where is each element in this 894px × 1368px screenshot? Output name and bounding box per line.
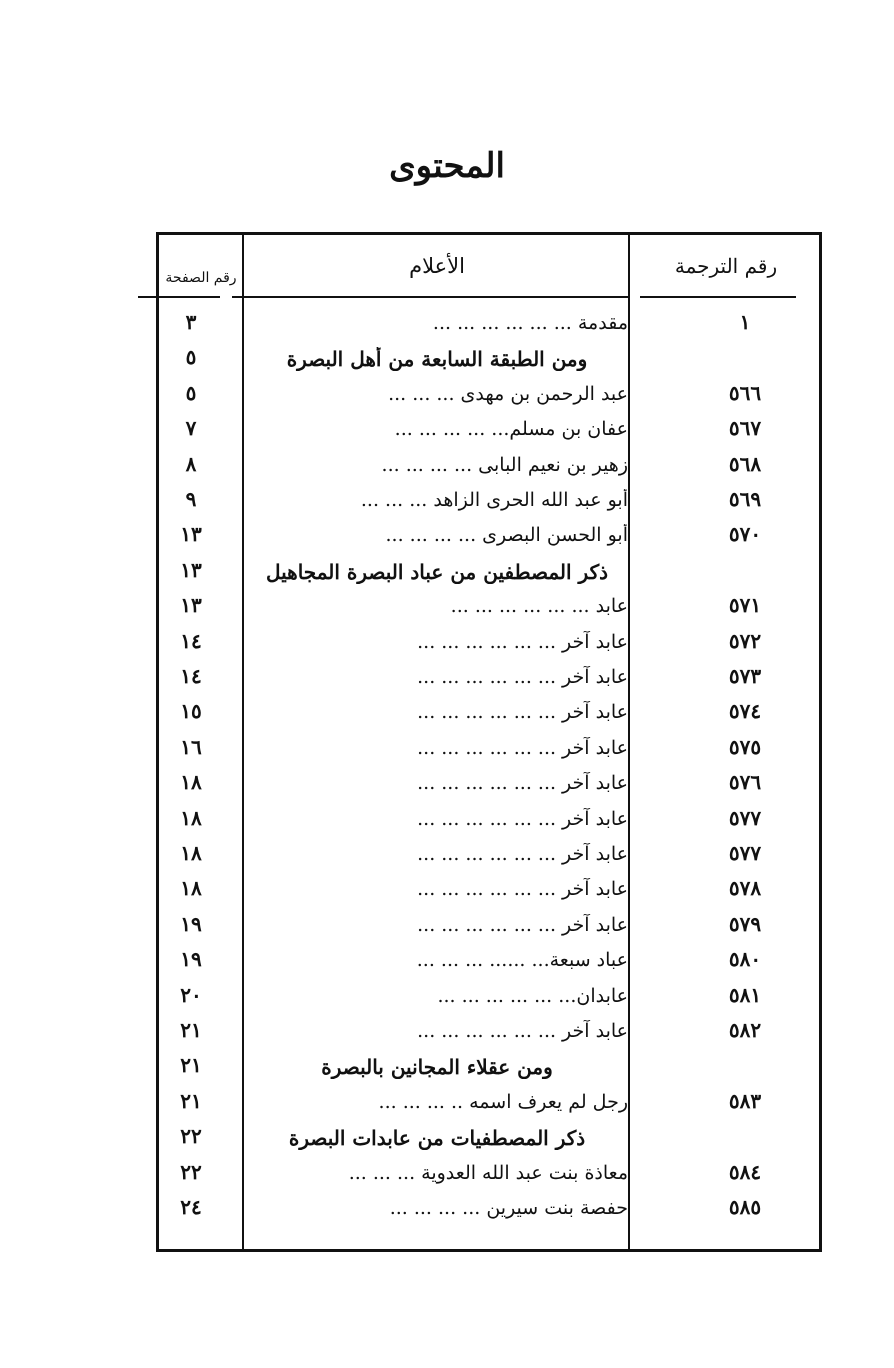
header-underline [138,296,220,298]
page-number: ١٦ [180,734,202,759]
page-number: ٢٢ [180,1124,202,1149]
entry-name: عابد آخر ... ... ... ... ... ... [417,1020,628,1042]
page-number: ٧ [185,416,197,441]
toc-entry-row [156,662,822,697]
header-page-number: رقم الصفحة [165,270,237,286]
entry-number: ٥٧٩ [728,911,762,936]
entry-name: رجل لم يعرف اسمه .. ... ... ... [378,1090,628,1113]
section-heading-row [156,1051,822,1086]
section-title: ذكر المصطفين من عباد البصرة المجاهيل [265,559,608,584]
entry-name: معاذة بنت عبد الله العدوية ... ... ... [348,1161,628,1184]
toc-entry-row [156,627,822,662]
toc-entry-row [156,733,822,768]
page-number: ٩ [185,487,197,511]
entry-number: ٥٧٧ [728,841,762,865]
toc-entry-row [156,485,822,520]
toc-entry-row [156,450,822,485]
entry-number: ٥٨٥ [728,1195,762,1219]
page-number: ١٨ [180,805,202,830]
entry-name: مقدمة ... ... ... ... ... ... [432,312,628,334]
entry-name: عابد آخر ... ... ... ... ... ... [417,666,628,688]
entry-number: ٥٨١ [728,982,762,1007]
section-heading-row [156,1122,822,1157]
toc-entry-row [156,520,822,555]
entry-number: ٥٦٨ [728,451,762,476]
entry-name: عابد ... ... ... ... ... ... [450,595,628,618]
toc-entry-row [156,379,822,414]
entry-number: ٥٧٨ [728,876,762,901]
page-number: ١٨ [180,876,202,901]
page-number: ٢١ [180,1018,202,1042]
entry-number: ٥٧٣ [728,664,762,688]
section-heading-row [156,556,822,591]
toc-entry-row [156,874,822,909]
toc-entry-row [156,697,822,732]
entry-name: عابد آخر ... ... ... ... ... ... [417,878,628,901]
page-number: ٢١ [180,1088,202,1113]
page-number: ١٩ [180,947,202,972]
entry-name: زهير بن نعيم البابى ... ... ... ... [381,453,628,476]
entry-number: ٥٨٢ [728,1018,762,1042]
page-number: ٥ [185,345,197,370]
toc-entry-row [156,981,822,1016]
entry-number: ٥٧٧ [728,805,762,830]
entry-name: عفان بن مسلم... ... ... ... ... [394,418,628,441]
page-number: ٢٠ [180,982,202,1007]
entry-number: ٥٦٦ [728,380,762,405]
entry-number: ٥٧٤ [728,699,762,724]
page-number: ٢٢ [180,1159,202,1184]
toc-entry-row [156,1193,822,1228]
entry-number: ٥٨٤ [728,1159,762,1184]
toc-entry-row [156,945,822,980]
entry-name: عابدان... ... ... ... ... ... [437,984,628,1007]
entry-number: ٥٧٠ [728,522,762,547]
entry-name: عابد آخر ... ... ... ... ... ... [417,807,628,830]
section-title: ذكر المصطفيات من عابدات البصرة [288,1126,586,1151]
page-number: ٨ [185,451,197,476]
toc-entry-row [156,308,822,343]
page-number: ١٨ [180,841,202,865]
entry-number: ٥٧٥ [728,734,762,759]
page-number: ١٣ [180,593,202,618]
entry-name: أبو عبد الله الحرى الزاهد ... ... ... [360,489,628,511]
toc-entry-row [156,1016,822,1051]
entry-name: أبو الحسن البصرى ... ... ... ... [385,524,628,547]
section-title: ومن عقلاء المجانين بالبصرة [321,1055,553,1080]
entry-name: عباد سبعة... ...... ... ... ... [416,949,628,972]
page-number: ١٣ [180,557,202,582]
toc-entry-row [156,804,822,839]
header-underline [640,296,796,298]
toc-entry-row [156,1158,822,1193]
entry-number: ٥٦٩ [728,487,762,511]
entry-name: عابد آخر ... ... ... ... ... ... [417,843,628,865]
page-number: ٣ [185,310,197,334]
section-heading-row [156,343,822,378]
toc-entry-row [156,839,822,874]
section-title: ومن الطبقة السابعة من أهل البصرة [286,347,588,372]
entry-name: عابد آخر ... ... ... ... ... ... [417,701,628,724]
page-number: ١٤ [180,628,202,653]
entry-number: ١ [739,310,751,334]
entry-number: ٥٧١ [728,593,762,618]
header-entry-number: رقم الترجمة [674,254,778,278]
header-underline [232,296,628,298]
page-number: ١٩ [180,911,202,936]
header-names: الأعلام [409,254,465,278]
toc-entry-row [156,1087,822,1122]
entry-name: عابد آخر ... ... ... ... ... ... [417,772,628,795]
page-number: ١٣ [180,522,202,547]
toc-entry-row [156,414,822,449]
entry-name: حفصة بنت سيرين ... ... ... ... [389,1197,628,1219]
entry-number: ٥٨٣ [728,1088,762,1113]
page-title: المحتوى [389,146,505,186]
entry-number: ٥٦٧ [728,416,762,441]
page-number: ١٥ [180,699,202,724]
page-number: ٥ [185,380,197,405]
page-number: ١٤ [180,664,202,688]
page-number: ٢١ [180,1053,202,1078]
entry-number: ٥٧٦ [728,770,762,795]
toc-entry-row [156,910,822,945]
entry-number: ٥٧٢ [728,628,762,653]
entry-name: عابد آخر ... ... ... ... ... ... [417,630,628,653]
toc-entry-row [156,591,822,626]
page-number: ٢٤ [180,1195,202,1219]
entry-number: ٥٨٠ [728,947,762,972]
entry-name: عبد الرحمن بن مهدى ... ... ... [388,382,628,405]
toc-entry-row [156,768,822,803]
entry-name: عابد آخر ... ... ... ... ... ... [417,736,628,759]
page-number: ١٨ [180,770,202,795]
entry-name: عابد آخر ... ... ... ... ... ... [417,913,628,936]
